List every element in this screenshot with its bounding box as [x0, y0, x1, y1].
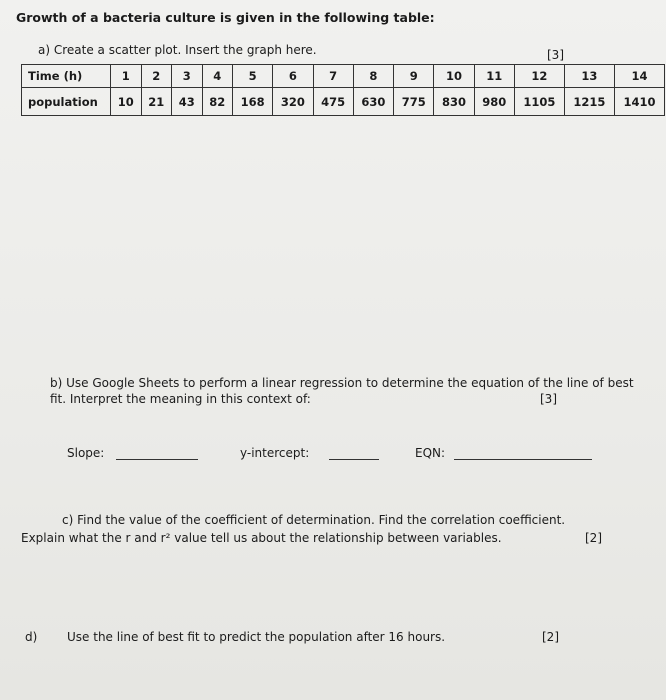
population-cell: 830 [434, 88, 474, 116]
question-c-line1: c) Find the value of the coefficient of determination. Find the correlation coefficient. [62, 513, 566, 527]
eqn-answer-blank[interactable] [454, 459, 592, 460]
question-a-text: a) Create a scatter plot. Insert the graph here. [38, 43, 317, 57]
population-cell: 980 [474, 88, 514, 116]
question-b-text: b) Use Google Sheets to perform a linear regression to determine the equation of the line of best fit. Interpret the meaning in this context of: [50, 376, 634, 406]
question-d-letter: d) [25, 630, 38, 644]
bacteria-data-table [21, 64, 665, 116]
time-cell: 7 [313, 65, 353, 88]
question-b-marks: [3] [540, 392, 557, 406]
table-row-time [22, 65, 665, 88]
population-cell: 1105 [514, 88, 564, 116]
time-cell: 12 [514, 65, 564, 88]
y-intercept-answer-blank[interactable] [329, 459, 379, 460]
population-cell: 21 [141, 88, 172, 116]
worksheet-title: Growth of a bacteria culture is given in the following table: [16, 10, 435, 25]
time-cell: 9 [394, 65, 434, 88]
time-cell: 13 [564, 65, 614, 88]
population-cell: 475 [313, 88, 353, 116]
time-cell: 11 [474, 65, 514, 88]
population-cell: 630 [353, 88, 393, 116]
population-cell: 10 [111, 88, 142, 116]
question-d-marks: [2] [542, 630, 559, 644]
time-cell: 10 [434, 65, 474, 88]
question-a-marks: [3] [547, 48, 564, 62]
question-c-line2: Explain what the r and r² value tell us about the relationship between variables. [21, 531, 502, 545]
population-cell: 775 [394, 88, 434, 116]
question-d-text: Use the line of best fit to predict the population after 16 hours. [67, 630, 446, 644]
question-c-marks: [2] [585, 531, 602, 545]
population-cell: 1215 [564, 88, 614, 116]
population-cell: 1410 [614, 88, 664, 116]
time-cell: 5 [233, 65, 273, 88]
population-cell: 320 [273, 88, 313, 116]
y-intercept-label: y-intercept: [240, 446, 310, 460]
table-row-population [22, 88, 665, 116]
row-label-time: Time (h) [22, 65, 111, 88]
population-cell: 82 [202, 88, 233, 116]
population-cell: 43 [172, 88, 203, 116]
time-cell: 4 [202, 65, 233, 88]
slope-answer-blank[interactable] [116, 459, 198, 460]
time-cell: 1 [111, 65, 142, 88]
time-cell: 2 [141, 65, 172, 88]
eqn-label: EQN: [415, 446, 446, 460]
slope-label: Slope: [67, 446, 105, 460]
time-cell: 6 [273, 65, 313, 88]
row-label-population: population [22, 88, 111, 116]
time-cell: 8 [353, 65, 393, 88]
time-cell: 3 [172, 65, 203, 88]
time-cell: 14 [614, 65, 664, 88]
population-cell: 168 [233, 88, 273, 116]
